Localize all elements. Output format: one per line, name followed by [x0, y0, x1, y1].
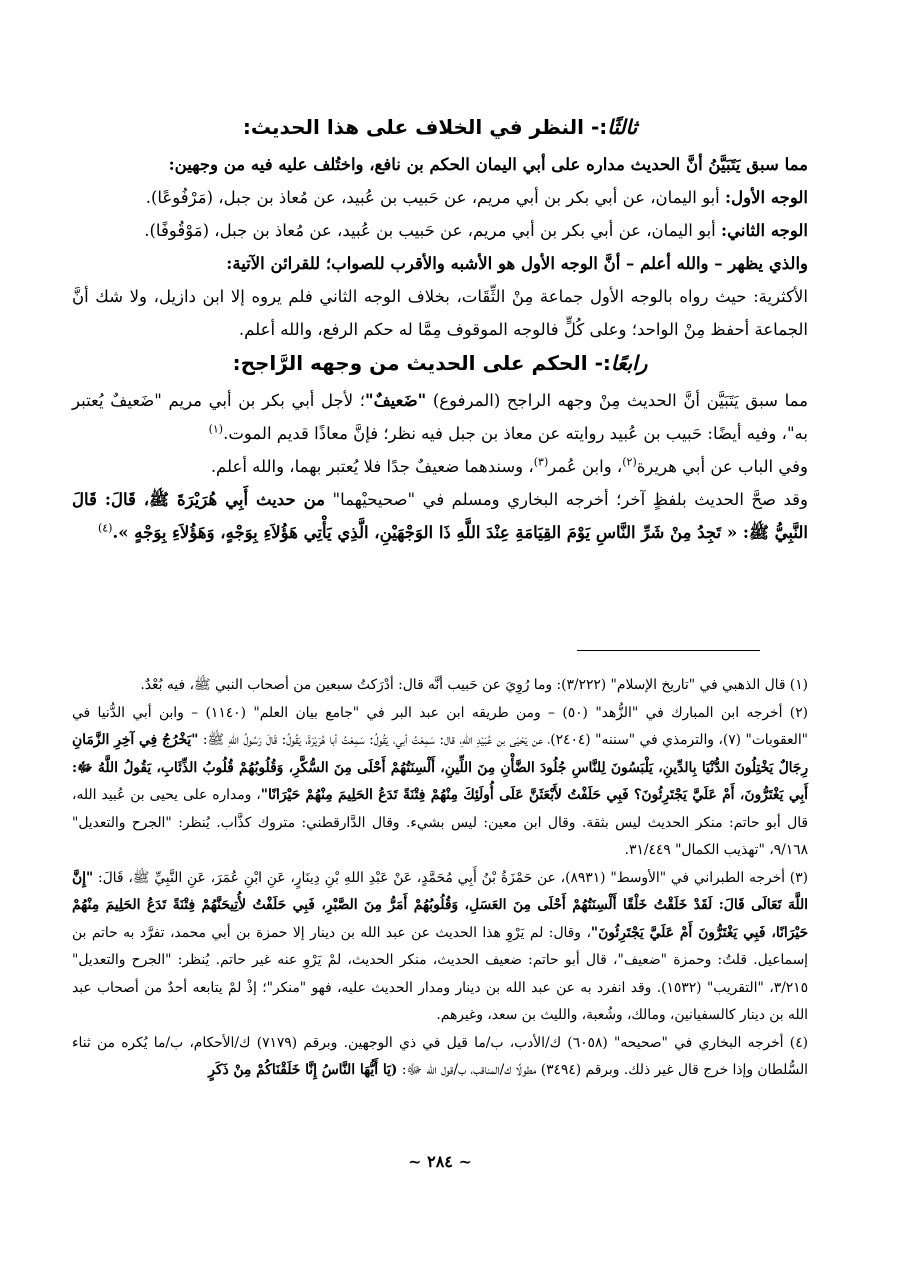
footnote-2-text-b: ، ومداره على يحيى بن عُبيد الله، قال أبو حاتم: منكر الحديث ليس بثقة. وقال ابن معين: ليس بشيء. وقال الدَّارقطني: متروك كذَّاب. يُنظر: "الجرح والتعديل" ٩/١٦٨، "تهذيب الكمال" ٣١/٤٤٩.: [72, 787, 808, 858]
preferred-paragraph: والذي يظهر – والله أعلم – أنَّ الوجه الأول هو الأشبه والأقرب للصواب؛ للقرائن الآتية:: [226, 254, 808, 273]
footnote-4-text-a: (٤) أخرجه البخاري في "صحيحه" (٦٠٥٨) ك/الأدب، ب/ما قيل في ذي الوجهين. وبرقم (٧١٧٩) ك/الأحكام، ب/ما يُكره من ثناء السُّلطان وإذا خرج قال غير ذلك. وبرقم (٣٤٩٤) مطولًا ك/المناقب، ب/قول الله ﷻ:: [72, 1034, 808, 1078]
sahih-hadith: من حديث أَبِي هُرَيْرَةَ ﷺ، قَالَ: قَالَ النَّبِيُّ ﷺ: « تَجِدُ مِنْ شَرِّ النَّاسِ يَوْمَ القِيَامَةِ عِنْدَ اللَّهِ ذَا الوَجْهَيْنِ، الَّذِي يَأْتِي هَؤُلاَءِ بِوَجْهٍ، وَهَؤُلاَءِ بِوَجْهٍ ».: [72, 490, 808, 542]
footnote-1: (١) قال الذهبي في "تاريخ الإسلام" (٣/٢٢٢): وما رُوِيَ عن حَبيب أنَّه قال: أدْرَكتُ سبعين من أصحاب النبي ﷺ، فيه بُعْدٌ.: [140, 677, 808, 693]
chapter-text-b: ، وابن عُمر: [548, 457, 623, 476]
footnote-ref: (١): [208, 422, 224, 436]
face-one-text: أبو اليمان، عن أبي بكر بن أبي مريم، عن حَبيب بن عُبيد، عن مُعاذ بن جبل، (مَرْفُوعًا).: [145, 188, 726, 207]
footnote-separator: [577, 650, 760, 651]
page-number: ~ ٢٨٤ ~: [408, 1152, 472, 1171]
footnote-ref: (٤): [97, 521, 113, 535]
footnote-4: [72, 1030, 808, 1085]
footnote-3-hadith: "إِنَّ اللَّهَ تَعَالَى قَالَ: لَقَدْ خَلَقْتُ خَلْقًا أَلْسِنَتُهُمْ أَحْلَى مِنَ العَسَلِ، وَقُلُوبُهُمْ أَمَرُّ مِنَ الصَّبْرِ، فَبِي حَلَفْتُ لأُتِيحَنَّهُمْ فِتْنَةً تَدَعُ الحَلِيمَ مِنْهُمْ حَيْرَانًا، فَبِي يَغْتَرُّونَ أَمْ عَلَيَّ يَجْتَرِئُونَ": [72, 869, 808, 941]
heading-text: :- النظر في الخلاف على هذا الحديث:: [242, 115, 608, 139]
ruling-text-a: مما سبق يَتَبَيَّن أنَّ الحديث مِنْ وجهه الراجح (المرفوع): [426, 391, 808, 410]
chapter-text-c: ، وسندهما ضعيفٌ جدًا فلا يُعتبر بهما، والله أعلم.: [210, 457, 534, 476]
section-heading-third: [72, 112, 808, 142]
footnote-4-quote: (يَا أَيُّهَا النَّاسُ إِنَّا خَلَقْنَاكُمْ مِنْ ذَكَرٍ: [208, 1062, 398, 1078]
sahih-paragraph: [72, 483, 808, 549]
ruling-weak: "ضَعيفٌ": [365, 391, 427, 410]
face-two-label: الوجه الثاني:: [721, 221, 808, 240]
footnote-3-text-a: (٣) أخرجه الطبراني في "الأوسط" (٨٩٣١)، عن حَمْزَةُ بْنُ أَبِي مُحَمَّدٍ، عَنْ عَبْدِ اللهِ بْنِ دِينَارٍ، عَنِ ابْنِ عُمَرَ، عَنِ النَّبِيِّ ﷺ، قَالَ:: [93, 869, 808, 886]
chapter-text-a: وفي الباب عن أبي هريرة: [636, 457, 808, 476]
majority-paragraph: الأكثرية: حيث رواه بالوجه الأول جماعة مِنْ الثِّقَات، بخلاف الوجه الثاني فلم يروه إلا ابن دازيل، ولا شك أنَّ الجماعة أحفظ مِنْ الواحد؛ وعلى كُلٍّ فالوجه الموقوف مِمَّا له حكم الرفع، والله أعلم.: [72, 287, 808, 339]
footnote-2-hadith: "يَخْرُجُ فِي آخِرِ الزَّمَانِ رِجَالٌ يَخْتِلُونَ الدُّنْيَا بِالدِّينِ، يَلْبَسُونَ لِلنَّاسِ جُلُودَ الضَّأْنِ مِنَ اللِّينِ، أَلْسِنَتُهُمْ أَحْلَى مِنَ السُّكَّرِ، وَقُلُوبُهُمْ قُلُوبُ الذِّئَابِ، يَقُولُ اللَّهُ ﷻ: أَبِي يَغْتَرُّونَ، أَمْ عَلَيَّ يَجْتَرِئُونَ؟ فَبِي حَلَفْتُ لأَبْعَثَنَّ عَلَى أُولَئِكَ مِنْهُمْ فِتْنَةً تَدَعُ الحَلِيمَ مِنْهُمْ حَيْرَانًا": [72, 732, 808, 803]
footnotes: [72, 672, 808, 1085]
ruling-text-b: ؛ لأجل أبي بكر بن أبي مريم "ضَعيفٌ يُعتبر به"، وفيه أيضًا: حَبيب بن عُبيد روايته عن معاذ بن جبل فيه نظر؛ فإنَّ معاذًا قديم الموت.: [72, 391, 808, 443]
ruling-paragraph: [72, 384, 808, 450]
footnote-ref: (٣): [533, 455, 549, 469]
sahih-text-a: وقد صحَّ الحديث بلفظٍ آخر؛ أخرجه البخاري ومسلم في "صحيحيْهما": [325, 490, 809, 509]
face-two: [72, 214, 808, 247]
face-one: [72, 181, 808, 214]
face-two-text: أبو اليمان، عن أبي بكر بن أبي مريم، عن حَبيب بن عُبيد، عن مُعاذ بن جبل، (مَوْقُوفًا).: [144, 221, 722, 240]
footnote-ref: (٢): [622, 455, 637, 469]
document-page: [72, 112, 808, 1203]
footnote-2-text-a: (٢) أخرجه ابن المبارك في "الزُّهد" (٥٠) – ومن طريقه ابن عبد البر في "جامع بيان العلم" (١١٤٠) – وابن أبي الدُّنيا في "العقوبات" (٧)، والترمذي في "سننه" (٢٤٠٤)، عن يَحْيَى بن عُبَيْدِ اللهِ، قال: سَمِعْتُ أبي، يَقُولُ: سَمِعْتُ أبا هُرَيْرَةَ، يَقُولُ: قَالَ رَسُولُ اللهِ ﷺ:: [72, 704, 808, 748]
intro-paragraph: مما سبق يَتَبَيَّنُ أنَّ الحديث مداره على أبي اليمان الحكم بن نافع، واختُلف عليه فيه من وجهين:: [168, 155, 808, 174]
heading-text: :- الحكم على الحديث من وجهه الرَّاجح:: [232, 351, 611, 375]
face-one-label: الوجه الأول:: [725, 188, 808, 207]
chapter-paragraph: [72, 450, 808, 483]
heading-number: ثالثًا: [607, 115, 638, 139]
section-heading-fourth: [72, 348, 808, 378]
heading-number: رابعًا: [610, 351, 648, 375]
footnote-3-text-b: ، وقال: لم يَرْوِ هذا الحديث عن عبد الله بن دينار إلا حمزة بن أبي محمد، تفرَّد به حاتم بن إسماعيل. قلتُ: وحمزة "ضعيف"، قال أبو حاتم: ضعيف الحديث، منكر الحديث، لمْ يَرْوِ عنه غير حاتم. يُنظر: "الجرح والتعديل" ٣/٢١٥، "التقريب" (١٥٣٢). وقد انفرد به عن عبد الله بن دينار ومدار الحديث عليه، فهو "منكر"؛ إذْ لمْ يتابعه أحدٌ من أصحاب عبد الله بن دينار كالسفيانين، ومالك، وشُعبة، والليث بن سعد، وغيرهم.: [72, 924, 808, 1023]
footnote-2: [72, 700, 808, 865]
footnote-3: [72, 865, 808, 1030]
